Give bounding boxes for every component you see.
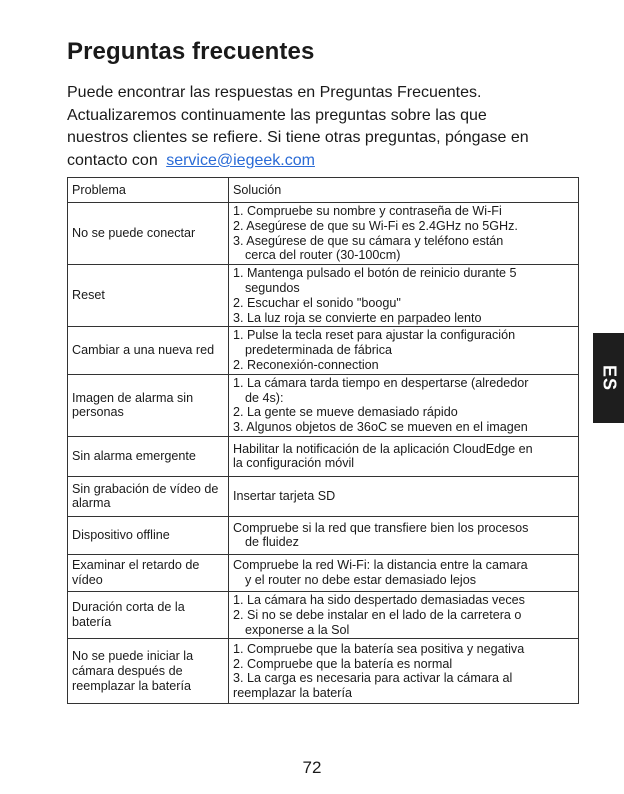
- solution-cell: [229, 554, 579, 591]
- solution-line: reemplazar la batería: [233, 686, 353, 701]
- solution-line: Compruebe la red Wi-Fi: la distancia entre la camara: [233, 558, 528, 573]
- intro-line-1: Puede encontrar las respuestas en Preguntas Frecuentes.: [67, 84, 482, 101]
- solution-line: 1. Compruebe su nombre y contraseña de Wi-Fi: [233, 204, 502, 218]
- solution-line: Habilitar la notificación de la aplicación CloudEdge en: [233, 441, 533, 456]
- solution-line: segundos: [245, 280, 300, 295]
- problem-cell: Reset: [68, 265, 229, 327]
- solution-cell: [229, 591, 579, 638]
- page-title: Preguntas frecuentes: [67, 38, 315, 65]
- problem-cell: Sin alarma emergente: [68, 436, 229, 476]
- table-row: [68, 516, 579, 554]
- problem-cell: Cambiar a una nueva red: [68, 327, 229, 374]
- solution-cell: [229, 516, 579, 554]
- solution-line: y el router no debe estar demasiado lejos: [245, 572, 477, 587]
- solution-line: 2. Si no se debe instalar en el lado de la carretera o: [233, 607, 522, 622]
- table-row: [68, 476, 579, 516]
- solution-cell: [229, 265, 579, 327]
- problem-cell: Sin grabación de vídeo de alarma: [68, 476, 229, 516]
- intro-paragraph: [67, 82, 567, 172]
- solution-cell: [229, 476, 579, 516]
- intro-line-3: nuestros clientes se refiere. Si tiene otras preguntas, póngase en: [67, 129, 529, 147]
- table-body: [68, 203, 579, 704]
- solution-cell: [229, 327, 579, 374]
- solution-line: la configuración móvil: [233, 456, 355, 471]
- intro-line-4-prefix: contacto con: [67, 151, 158, 169]
- solution-line: 3. La luz roja se convierte en parpadeo lento: [233, 310, 482, 325]
- solution-line: 2. Asegúrese de que su Wi-Fi es 2.4GHz no 5GHz.: [233, 218, 518, 233]
- solution-line: 2. La gente se mueve demasiado rápido: [233, 405, 458, 420]
- solution-line: cerca del router (30-100cm): [245, 248, 401, 263]
- problem-cell: Duración corta de la batería: [68, 591, 229, 638]
- solution-line: de 4s):: [245, 390, 284, 405]
- solution-line: de fluidez: [245, 535, 299, 550]
- intro-line-2: Actualizaremos continuamente las preguntas sobre las que: [67, 106, 487, 124]
- solution-line: exponerse a la Sol: [245, 622, 350, 637]
- table-row: [68, 203, 579, 265]
- problem-cell: No se puede iniciar la cámara después de reemplazar la batería: [68, 639, 229, 704]
- solution-line: 1. Mantenga pulsado el botón de reinicio durante 5: [233, 266, 517, 281]
- problem-cell: Dispositivo offline: [68, 516, 229, 554]
- solution-line: 3. Asegúrese de que su cámara y teléfono están: [233, 233, 504, 248]
- table-row: [68, 374, 579, 436]
- support-email-link[interactable]: service@iegeek.com: [166, 151, 315, 169]
- solution-line: 1. Compruebe que la batería sea positiva y negativa: [233, 641, 525, 656]
- solution-line: Compruebe si la red que transfiere bien los procesos: [233, 520, 529, 535]
- solution-line: 3. La carga es necesaria para activar la cámara al: [233, 671, 513, 686]
- table-row: [68, 436, 579, 476]
- page-number: 72: [302, 758, 322, 777]
- solution-cell: [229, 639, 579, 704]
- solution-line: 1. La cámara tarda tiempo en despertarse (alrededor: [233, 375, 529, 390]
- solution-line: predeterminada de fábrica: [245, 343, 393, 358]
- solution-cell: [229, 374, 579, 436]
- solution-line: 3. Algunos objetos de 36oC se mueven en el imagen: [233, 420, 528, 435]
- solution-cell: [229, 436, 579, 476]
- language-tab-label: ES: [599, 364, 619, 392]
- solution-line: 1. Pulse la tecla reset para ajustar la configuración: [233, 328, 516, 343]
- table-header-row: [68, 178, 579, 203]
- faq-table: [67, 177, 579, 704]
- header-problem: Problema: [68, 178, 229, 203]
- table-row: [68, 591, 579, 638]
- solution-cell: [229, 203, 579, 265]
- header-solution: Solución: [229, 178, 579, 203]
- solution-line: 1. La cámara ha sido despertado demasiadas veces: [233, 592, 525, 607]
- table-row: [68, 327, 579, 374]
- solution-line: Insertar tarjeta SD: [233, 489, 336, 504]
- solution-line: 2. Compruebe que la batería es normal: [233, 656, 453, 671]
- problem-cell: Imagen de alarma sin personas: [68, 374, 229, 436]
- problem-cell: No se puede conectar: [68, 203, 229, 265]
- problem-cell: Examinar el retardo de vídeo: [68, 554, 229, 591]
- solution-line: 2. Reconexión-connection: [233, 357, 379, 372]
- table-row: [68, 265, 579, 327]
- table-row: [68, 639, 579, 704]
- table-row: [68, 554, 579, 591]
- solution-line: 2. Escuchar el sonido "boogu": [233, 295, 401, 310]
- language-tab: [593, 333, 624, 423]
